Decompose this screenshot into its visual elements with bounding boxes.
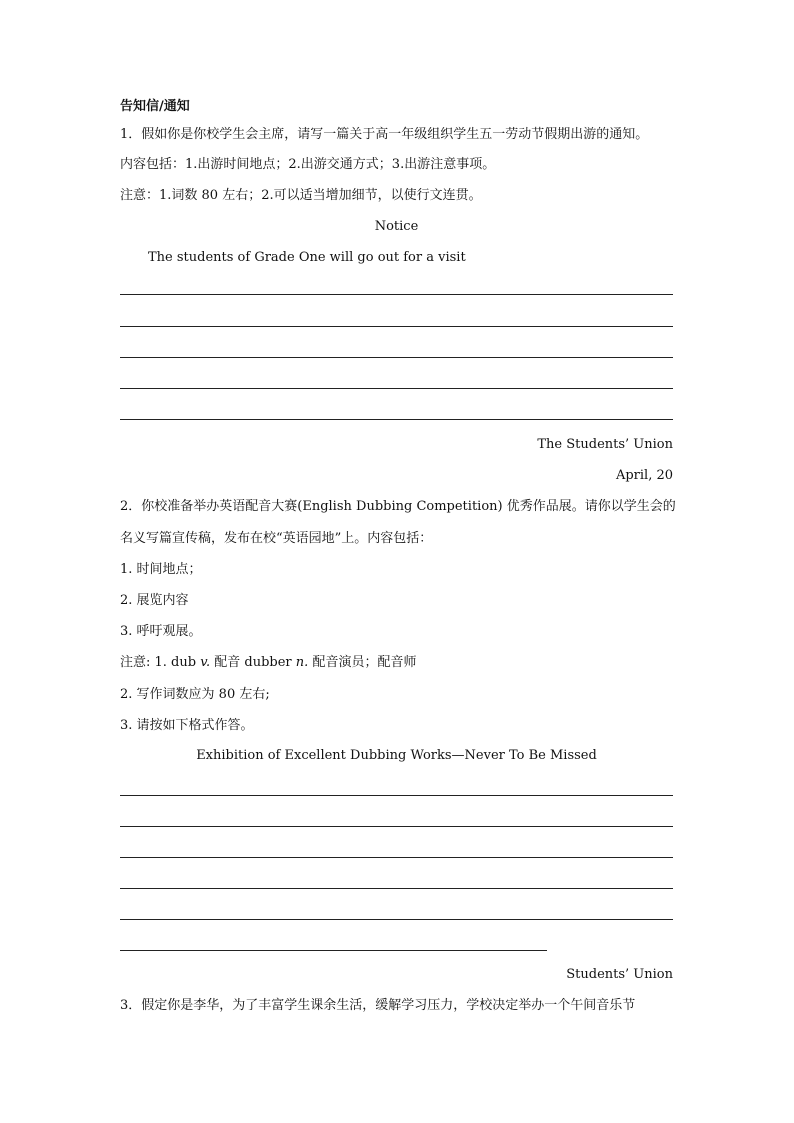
q2-item3: 3. 呼吁观展。 (120, 624, 202, 639)
writing-line (120, 388, 673, 389)
q2-note3: 3. 请按如下格式作答。 (120, 718, 254, 733)
writing-line (120, 826, 673, 827)
q2-prompt-line1: 2．你校准备举办英语配音大赛(English Dubbing Competition) 优秀作品展。请你以学生会的 (120, 499, 676, 514)
q2-signature: Students’ Union (566, 967, 673, 982)
q2-note2: 2. 写作词数应为 80 左右; (120, 687, 270, 702)
q1-heading: Notice (374, 219, 419, 234)
q1-note: 注意：1.词数 80 左右；2.可以适当增加细节，以使行文连贯。 (120, 188, 482, 203)
writing-line (120, 326, 673, 327)
q2-note1-prefix: 注意: 1. dub (120, 655, 201, 670)
section-title: 告知信/通知 (120, 99, 190, 114)
q2-note1-pos-n: n. (295, 655, 309, 670)
q1-content: 内容包括：1.出游时间地点；2.出游交通方式；3.出游注意事项。 (120, 157, 496, 172)
writing-line (120, 357, 673, 358)
q1-date: April, 20 (615, 468, 673, 483)
q1-prompt: 1．假如你是你校学生会主席，请写一篇关于高一年级组织学生五一劳动节假期出游的通知。 (120, 127, 649, 142)
q2-note1-mid: 配音 dubber (210, 655, 296, 670)
writing-line (120, 888, 673, 889)
q2-item1: 1. 时间地点； (120, 562, 202, 577)
writing-line (120, 950, 547, 951)
writing-line (120, 419, 673, 420)
q2-item2: 2. 展览内容 (120, 593, 189, 608)
writing-line (120, 795, 673, 796)
writing-line (120, 919, 673, 920)
q2-note1 (120, 654, 416, 672)
q3-prompt: 3．假定你是李华，为了丰富学生课余生活，缓解学习压力，学校决定举办一个午间音乐节 (120, 998, 636, 1013)
q2-note1-suffix: 配音演员；配音师 (308, 655, 417, 670)
writing-line (120, 294, 673, 295)
q1-opening: The students of Grade One will go out for a visit (148, 250, 466, 265)
q1-signature: The Students’ Union (537, 437, 673, 452)
writing-line (120, 857, 673, 858)
q2-note1-pos-v: v. (200, 655, 211, 670)
q2-prompt-line2: 名义写篇宣传稿，发布在校“英语园地”上。内容包括： (120, 531, 433, 546)
q2-heading: Exhibition of Excellent Dubbing Works—Never To Be Missed (196, 748, 597, 763)
